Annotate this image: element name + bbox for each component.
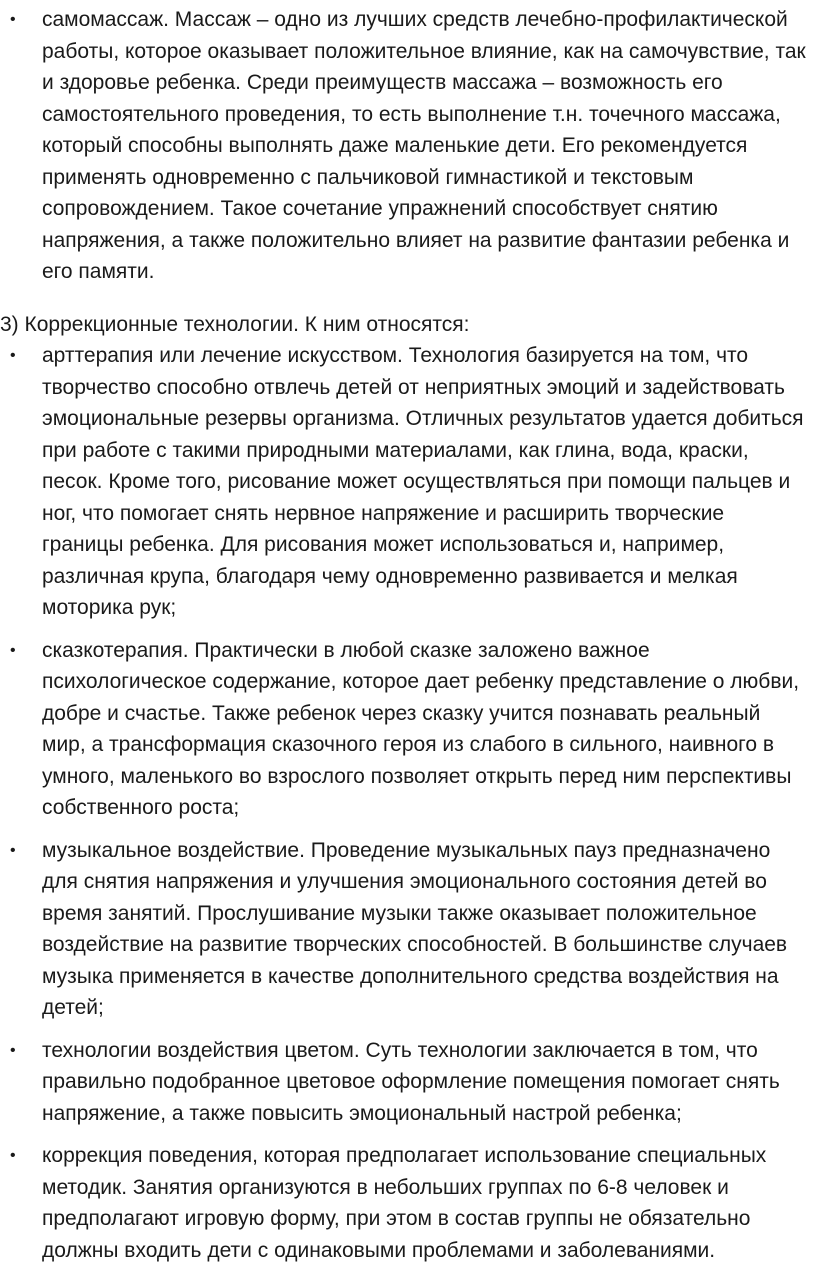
bullet-list-massage <box>0 4 816 288</box>
list-item-text: технологии воздействия цветом. Суть технологии заключается в том, что правильно подобранное цветовое оформление помещения помогает снять напряжение, а также повысить эмоциональный настрой ребенка; <box>42 1038 780 1125</box>
section-heading: 3) Коррекционные технологии. К ним относятся: <box>0 313 470 336</box>
bullet-dot-icon: • <box>10 841 16 859</box>
bullet-list-correction <box>0 340 816 1266</box>
list-item <box>0 635 816 824</box>
list-item-text: коррекция поведения, которая предполагает использование специальных методик. Занятия организуются в небольших группах по 6-8 человек и предполагают игровую форму, при этом в состав группы не обязательно должны входить дети с одинаковыми проблемами и заболеваниями. <box>42 1144 767 1262</box>
bullet-dot-icon: • <box>10 1147 16 1164</box>
bullet-dot-icon: • <box>10 641 16 659</box>
list-item-text: самомассаж. Массаж – одно из лучших средств лечебно-профилактической работы, которое оказывает положительное влияние, как на самочувствие, так и здоровье ребенка. Среди преимуществ массажа – возможность его самостоятельного проведения, то есть выполнение т.н. точечного массажа, который способны выполнять даже маленькие дети. Его рекомендуется применять одновременно с пальчиковой гимнастикой и текстовым сопровождением. Такое сочетание упражнений способствует снятию напряжения, а также положительно влияет на развитие фантазии ребенка и его памяти. <box>42 8 806 283</box>
list-item-text: музыкальное воздействие. Проведение музыкальных пауз предназначено для снятия напряжения и улучшения эмоционального состояния детей во время занятий. Прослушивание музыки также оказывает положительное воздействие на развитие творческих способностей. В большинстве случаев музыка применяется в качестве дополнительного средства воздействия на детей; <box>42 838 788 1019</box>
list-item <box>0 835 816 1024</box>
bullet-dot-icon: • <box>10 11 16 28</box>
list-item <box>0 4 816 288</box>
list-item <box>0 340 816 624</box>
list-item-text: сказкотерапия. Практически в любой сказке заложено важное психологическое содержание, которое дает ребенку представление о любви, добре и счастье. Также ребенок через сказку учится познавать реальный мир, а трансформация сказочного героя из слабого в сильного, наивного в умного, маленького во взрослого позволяет открыть перед ним перспективы собственного роста; <box>42 638 800 819</box>
bullet-dot-icon: • <box>10 1041 16 1059</box>
list-item <box>0 1140 816 1266</box>
bullet-dot-icon: • <box>10 347 16 364</box>
list-item <box>0 1035 816 1130</box>
list-item-text: арттерапия или лечение искусством. Технология базируется на том, что творчество способно отвлечь детей от неприятных эмоций и задействовать эмоциональные резервы организма. Отличных результатов удается добиться при работе с такими природными материалами, как глина, вода, краски, песок. Кроме того, рисование может осуществляться при помощи пальцев и ног, что помогает снять нервное напряжение и расширить творческие границы ребенка. Для рисования может использоваться и, например, различная крупа, благодаря чему одновременно развивается и мелкая моторика рук; <box>42 344 804 619</box>
